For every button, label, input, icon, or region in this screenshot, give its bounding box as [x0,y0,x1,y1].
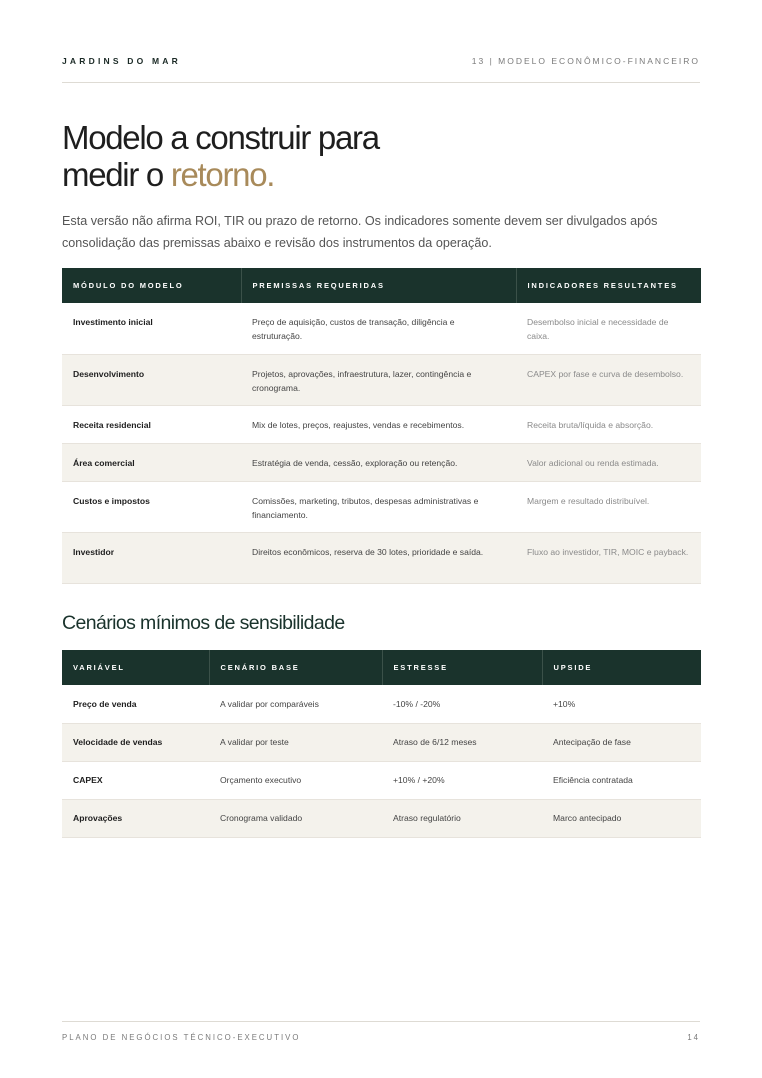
module-cell: Área comercial [62,443,241,481]
brand-name: JARDINS DO MAR [62,56,181,66]
upside-cell: Antecipação de fase [542,723,701,761]
col-header-indicators: INDICADORES RESULTANTES [516,268,701,303]
variable-cell: Velocidade de vendas [62,723,209,761]
table-row [62,405,701,443]
col-header-variable: VARIÁVEL [62,650,209,685]
module-cell: Desenvolvimento [62,354,241,405]
module-cell: Custos e impostos [62,481,241,532]
table-row [62,799,701,837]
title-line-1: Modelo a construir para [62,119,379,156]
stress-cell: +10% / +20% [382,761,542,799]
indicators-cell: Margem e resultado distribuível. [516,481,701,532]
upside-cell: Eficiência contratada [542,761,701,799]
indicators-cell: Receita bruta/líquida e absorção. [516,405,701,443]
variable-cell: Aprovações [62,799,209,837]
page-footer [62,1021,700,1042]
premises-cell: Mix de lotes, preços, reajustes, vendas e recebimentos. [241,405,516,443]
premises-cell: Estratégia de venda, cessão, exploração ou retenção. [241,443,516,481]
indicators-cell: Desembolso inicial e necessidade de caixa. [516,303,701,354]
col-header-base-scenario: CENÁRIO BASE [209,650,382,685]
table-row [62,723,701,761]
title-line-2-prefix: medir o [62,156,171,193]
upside-cell: +10% [542,685,701,723]
premises-cell: Comissões, marketing, tributos, despesas administrativas e financiamento. [241,481,516,532]
page-title [62,119,662,193]
sensitivity-title: Cenários mínimos de sensibilidade [62,612,345,634]
module-cell: Investidor [62,532,241,583]
variable-cell: Preço de venda [62,685,209,723]
base-cell: Orçamento executivo [209,761,382,799]
page-header [62,56,700,83]
table-row [62,685,701,723]
table-row [62,443,701,481]
table-row [62,354,701,405]
table-row [62,303,701,354]
variable-cell: CAPEX [62,761,209,799]
module-cell: Receita residencial [62,405,241,443]
premises-cell: Direitos econômicos, reserva de 30 lotes, prioridade e saída. [241,532,516,583]
premises-cell: Preço de aquisição, custos de transação, diligência e estruturação. [241,303,516,354]
footer-document-name: PLANO DE NEGÓCIOS TÉCNICO-EXECUTIVO [62,1033,301,1042]
base-cell: A validar por comparáveis [209,685,382,723]
upside-cell: Marco antecipado [542,799,701,837]
table-row [62,481,701,532]
col-header-upside: UPSIDE [542,650,701,685]
indicators-cell: Fluxo ao investidor, TIR, MOIC e payback. [516,532,701,583]
table-row [62,532,701,583]
indicators-cell: Valor adicional ou renda estimada. [516,443,701,481]
title-accent-word: retorno. [170,156,275,193]
table-row [62,761,701,799]
module-cell: Investimento inicial [62,303,241,354]
base-cell: Cronograma validado [209,799,382,837]
base-cell: A validar por teste [209,723,382,761]
model-table-header [62,268,701,303]
col-header-premises: PREMISSAS REQUERIDAS [241,268,516,303]
section-reference: 13 | MODELO ECONÔMICO-FINANCEIRO [471,56,700,66]
model-table [62,268,701,584]
col-header-stress: ESTRESSE [382,650,542,685]
stress-cell: Atraso regulatório [382,799,542,837]
indicators-cell: CAPEX por fase e curva de desembolso. [516,354,701,405]
stress-cell: Atraso de 6/12 meses [382,723,542,761]
premises-cell: Projetos, aprovações, infraestrutura, lazer, contingência e cronograma. [241,354,516,405]
col-header-module: MÓDULO DO MODELO [62,268,241,303]
stress-cell: -10% / -20% [382,685,542,723]
sensitivity-table-header [62,650,701,685]
sensitivity-table [62,650,701,838]
intro-paragraph: Esta versão não afirma ROI, TIR ou prazo de retorno. Os indicadores somente devem ser divulgados após consolidação das premissas abaixo e revisão dos instrumentos da operação. [62,214,658,250]
page-number: 14 [687,1033,700,1042]
